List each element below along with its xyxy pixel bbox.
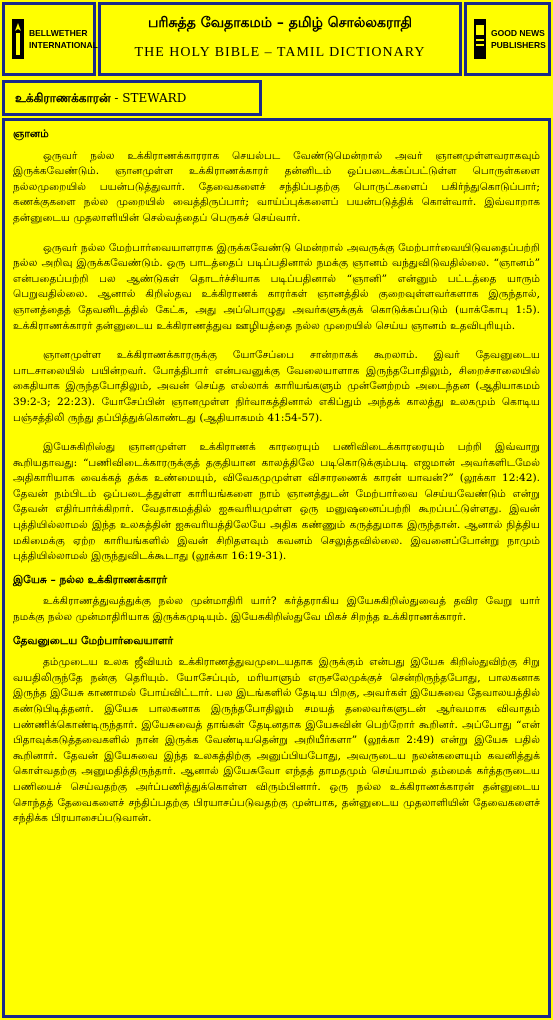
left-logo-line-2: INTERNATIONAL (29, 40, 98, 50)
entry-word-english: STEWARD (122, 91, 187, 105)
paragraph: தம்முடைய உலக ஜீவியம் உக்கிராணத்துவமுடையதாக இருக்கும் என்பது இயேசு கிறிஸ்துவிற்கு சிறு வயதிலிருந்தே நன்கு தெரியும். யோசேப்பும், மரியாளும் எருசலேமுக்குச் சென்றிருந்தபோது, பாலகனாக இருந்த இயேசு காணாமல் போய்விட்டார். பல இடங்களில் தேடிய பிறகு, அவர்கள் இயேசுவை தேவாலயத்தில் கண்டுபிடித்தனர். இயேசு பாலகனாக இருந்தபோதிலும் சமயத் தலைவர்களுடன் ஆர்வமாக விவாதம் பண்ணிக்கொண்டிருந்தார். இயேசுவைத் தாங்கள் தேடினதாக இயேசுவின் பெற்றோர் கூறினர். அப்போது “என் பிதாவுக்கடுத்தவைகளில் நான் இருக்க வேண்டியதென்று அறியீர்களா” (லூக்கா 2:49) என்று இயேசு பதில் கூறினார். தேவன் இயேசுவை இந்த உலகத்திற்கு அனுப்பியபோது, அவருடைய நலன்களையும் கவனித்துக் கொள்வதற்கு அனுமதித்திருந்தார். ஆனால் இயேசுவோ எந்தத் தாமதமும் செய்யாமல் தம்மைக் கர்த்தருடைய பணியைச் செய்வதற்கு அர்ப்பணித்துக்கொள்ள விரும்பினார். ஒரு நல்ல உக்கிராணக்காரன் தன்னுடைய சொந்தத் தேவைகளைச் சந்திப்பதற்கு பிரயாசப்படுவதற்கு முன்பாக, தன்னுடைய முதலாளியின் தேவைகளைச் சந்திக்க பிரயாசைப்படுவான். (13, 656, 540, 825)
title-tamil: பரிசுத்த வேதாகமம் – தமிழ் சொல்லகராதி (148, 15, 412, 31)
header (0, 0, 553, 78)
entry-heading-box (2, 80, 262, 116)
paragraph: ஒருவர் நல்ல மேற்பார்வையாளராக இருக்கவேண்டு மென்றால் அவருக்கு மேற்பார்வையிடுவதைப்பற்றி நல்ல அறிவு இருக்கவேண்டும். ஒரு பாடத்தைப் படிப்பதினால் நமக்கு ஞானம் வந்துவிடுவதில்லை. “ஞானம்” என்பதைப்பற்றி பல ஆண்டுகள் தொடர்ச்சியாக படிப்பதினால் “ஞானி” என்னும் பட்டத்தை யாரும் பெறுவதில்லை. ஆனால் கிறிஸ்தவ உக்கிராணக் காரர்கள் ஞானத்தில் குறைவுள்ளவர்களாக இருந்தால், ஞானத்தைத் தேவனிடத்தில் கேட்க, அது அப்பொழுது அவர்களுக்குக் கொடுக்கப்படும் (யாக்கோபு 1:5). உக்கிராணக்காரர் தன்னுடைய உக்கிராணத்துவ ஊழியத்தை நல்ல முறையில் செய்ய ஞானம் உதவிபுரியும். (13, 241, 540, 332)
title-english: THE HOLY BIBLE – TAMIL DICTIONARY (134, 45, 426, 60)
good-news-logo (464, 2, 551, 76)
section-heading: இயேசு – நல்ல உக்கிராணக்காரர் (13, 573, 168, 586)
left-logo-line-1: BELLWETHER (29, 28, 88, 38)
entry-separator: - (110, 91, 123, 105)
section-heading: ஞானம் (13, 128, 49, 140)
entry-content (2, 118, 551, 1018)
paragraph: உக்கிராணத்துவத்துக்கு நல்ல முன்மாதிரி யார்? கர்த்தராகிய இயேசுகிறிஸ்துவைத் தவிர வேறு யார் நமக்கு நல்ல முன்மாதிரியாக இருக்கமுடியும். இயேசுகிறிஸ்துவே மிகச் சிறந்த உக்கிராணக்காரர். (13, 595, 540, 624)
title-box (98, 2, 462, 76)
entry-heading (15, 91, 186, 107)
paragraph: ஞானமுள்ள உக்கிராணக்காரருக்கு யோசேப்பை சான்றாகக் கூறலாம். இவர் தேவனுடைய பாடசாலையில் பயின்றவர். போத்திபார் என்பவனுக்கு வேலையாளாக இருந்தபோதிலும், சிறைச்சாலையில் கைதியாக இருந்தபோதிலும், அவன் செய்த எல்லாக் காரியங்களும் முன்னேற்றம் அடைந்தன (ஆதியாகமம் 39:2-3; 22:23). யோசேப்பின் ஞானமுள்ள நிர்வாகத்தினால் எகிப்தும் அந்தக் காலத்து உலகமும் கொடிய பஞ்சத்திலி ருந்து தப்பித்துக்கொண்டது (ஆதியாகமம் 41:54-57). (13, 349, 540, 424)
book-icon (473, 19, 487, 59)
right-logo-line-1: GOOD NEWS (491, 28, 545, 38)
entry-word-tamil: உக்கிராணக்காரன் (15, 91, 111, 105)
paragraph: ஒருவர் நல்ல உக்கிராணக்காரராக செயல்பட வேண்டுமென்றால் அவர் ஞானமுள்ளவராகவும் இருக்கவேண்டும். ஞானமுள்ள உக்கிராணக்காரர் தன்னிடம் ஒப்படைக்கப்பட்டுள்ள பொருள்களை நல்லமுறையில் பயன்படுத்துவார். தேவைகளைச் சந்திப்பதற்கு பொருட்களைப் பகிர்ந்துகொடுப்பார்; கணக்குகளை நல்ல முறையில் வைத்திருப்பார்; வாய்ப்புக்களைப் பயன்படுத்திக் கொள்வார். இவ்வாறாக தன்னுடைய முதலாளியின் செல்வத்தைப் பெருகச் செய்வார். (13, 149, 540, 224)
section-heading: தேவனுடைய மேற்பார்வையாளர் (13, 634, 174, 647)
paragraph: இயேசுகிறிஸ்து ஞானமுள்ள உக்கிராணக் காரரையும் பணிவிடைக்காரரையும் பற்றி இவ்வாறு கூறியதாவது: “பணிவிடைக்காரருக்குத் தகுதியான காலத்திலே படிகொடுக்கும்படி எஜமான் அவர்களிடமேல் அதிகாரியாக வைக்கத் தக்க உண்மையும், விவேகமுமுள்ள விசாரணைக் காரன் யாவன்?” (லூக்கா 12:42). தேவன் நம்பிடம் ஒப்படைத்துள்ள காரியங்களை நாம் ஞானத்துடன் மேற்பார்வை செய்யவேண்டும் என்று தேவன் எதிர்பார்க்கிறார். வேதாகமத்தில் ஐசுவரியமுள்ள ஒரு மனுஷனைப்பற்றி கூறப்பட்டுள்ளது. இவன் புத்தியில்லாமல் இந்த உலகத்தின் ஐசுவரியத்திலேயே அதிக கண்ணும் கருத்துமாக இருந்தான். ஆனால் நித்திய மகிமைக்கு ஏற்ற காரியங்களில் இவன் சிறிதளவும் கவனம் செலுத்தவில்லை. இவனைப்போன்று நாமும் புத்தியில்லாமல் இருந்துவிடக்கூடாது (லூக்கா 16:19-31). (13, 441, 540, 563)
bellwether-logo (2, 2, 96, 76)
right-logo-line-2: PUBLISHERS (491, 40, 546, 50)
torch-icon (11, 19, 25, 59)
